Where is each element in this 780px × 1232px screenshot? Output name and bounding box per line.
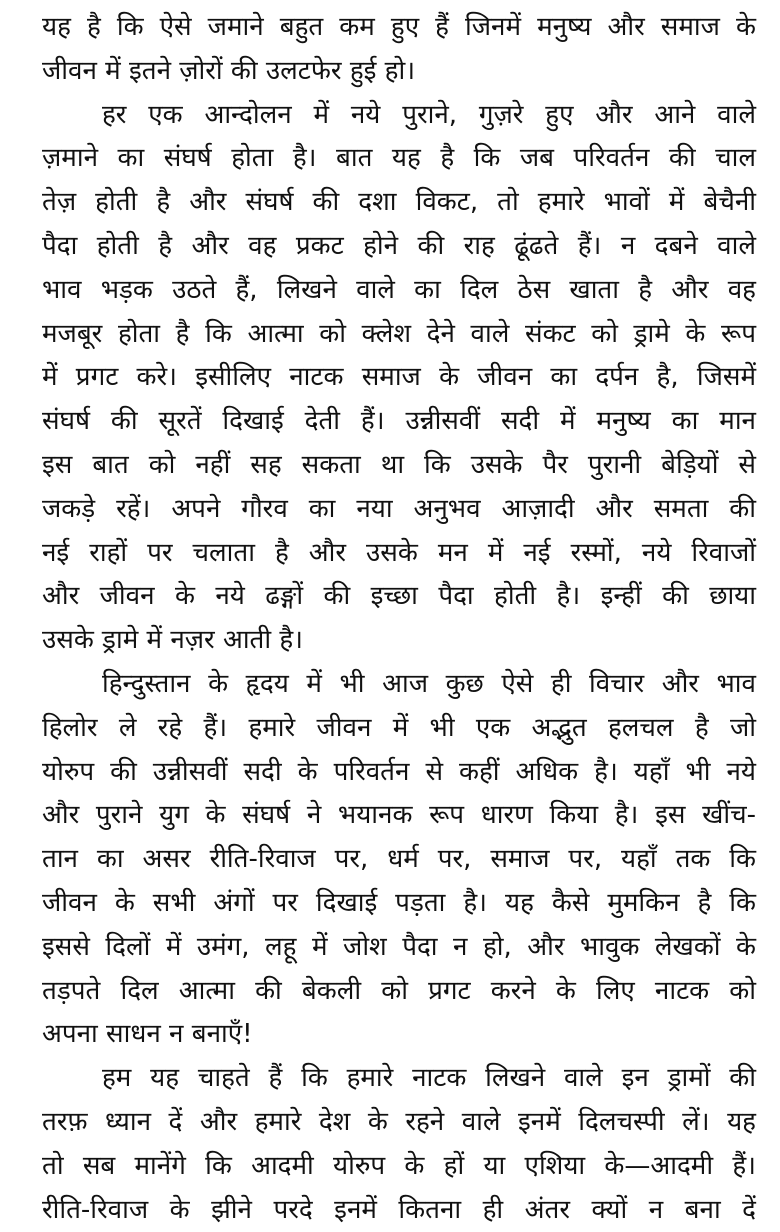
text-line: तान का असर रीति-रिवाज पर, धर्म पर, समाज पर, यहाँ तक कि — [42, 844, 756, 875]
text-line: तेज़ होती है और संघर्ष की दशा विकट, तो हमारे भावों में बेचैनी — [42, 187, 756, 218]
text-line: हिलोर ले रहे हैं। हमारे जीवन में भी एक अद्भुत हलचल है जो — [42, 712, 756, 743]
text-line: नई राहों पर चलाता है और उसके मन में नई रस्मों, नये रिवाजों — [42, 537, 756, 568]
text-line: मजबूर होता है कि आत्मा को क्लेश देने वाले संकट को ड्रामे के रूप — [42, 318, 756, 349]
text-line: तड़पते दिल आत्मा की बेकली को प्रगट करने के लिए नाटक को — [42, 975, 756, 1006]
text-line: पैदा होती है और वह प्रकट होने की राह ढूंढते हैं। न दबने वाले — [42, 230, 756, 261]
text-line: जीवन के सभी अंगों पर दिखाई पड़ता है। यह कैसे मुमकिन है कि — [42, 887, 756, 918]
text-line: और जीवन के नये ढङ्गों की इच्छा पैदा होती है। इन्हीं की छाया — [42, 581, 756, 612]
text-line: योरुप की उन्नीसवीं सदी के परिवर्तन से कहीं अधिक है। यहाँ भी नये — [42, 756, 756, 787]
text-line: तो सब मानेंगे कि आदमी योरुप के हों या एशिया के—आदमी हैं। — [42, 1150, 756, 1181]
text-line: ज़माने का संघर्ष होता है। बात यह है कि जब परिवर्तन की चाल — [42, 143, 756, 174]
paragraph-start-line: हर एक आन्दोलन में नये पुराने, गुज़रे हुए और आने वाले — [102, 99, 756, 130]
text-line: उसके ड्रामे में नज़र आती है। — [42, 625, 303, 656]
text-line: जकड़े रहें। अपने गौरव का नया अनुभव आज़ादी और समता की — [42, 493, 756, 524]
text-line: जीवन में इतने ज़ोरों की उलटफेर हुई हो। — [42, 55, 416, 86]
text-line: और पुराने युग के संघर्ष ने भयानक रूप धारण किया है। इस खींच- — [42, 800, 756, 831]
text-line: अपना साधन न बनाएँ! — [42, 1019, 253, 1050]
text-line: भाव भड़क उठते हैं, लिखने वाले का दिल ठेस खाता है और वह — [42, 274, 756, 305]
paragraph-start-line: हिन्दुस्तान के हृदय में भी आज कुछ ऐसे ही विचार और भाव — [102, 668, 756, 699]
text-line: इस बात को नहीं सह सकता था कि उसके पैर पुरानी बेड़ियों से — [42, 449, 756, 480]
text-line: संघर्ष की सूरतें दिखाई देती हैं। उन्नीसवीं सदी में मनुष्य का मान — [42, 406, 756, 437]
paragraph-start-line: हम यह चाहते हैं कि हमारे नाटक लिखने वाले इन ड्रामों की — [102, 1063, 756, 1094]
text-line: रीति-रिवाज के झीने परदे इनमें कितना ही अंतर क्यों न बना दें — [42, 1194, 756, 1225]
text-line: में प्रगट करे। इसीलिए नाटक समाज के जीवन का दर्पन है, जिसमें — [42, 362, 756, 393]
text-line: तरफ़ ध्यान दें और हमारे देश के रहने वाले इनमें दिलचस्पी लें। यह — [42, 1106, 756, 1137]
text-line: यह है कि ऐसे जमाने बहुत कम हुए हैं जिनमें मनुष्य और समाज के — [42, 12, 756, 42]
text-line: इससे दिलों में उमंग, लहू में जोश पैदा न हो, और भावुक लेखकों के — [42, 931, 756, 962]
body-text — [42, 6, 756, 1232]
